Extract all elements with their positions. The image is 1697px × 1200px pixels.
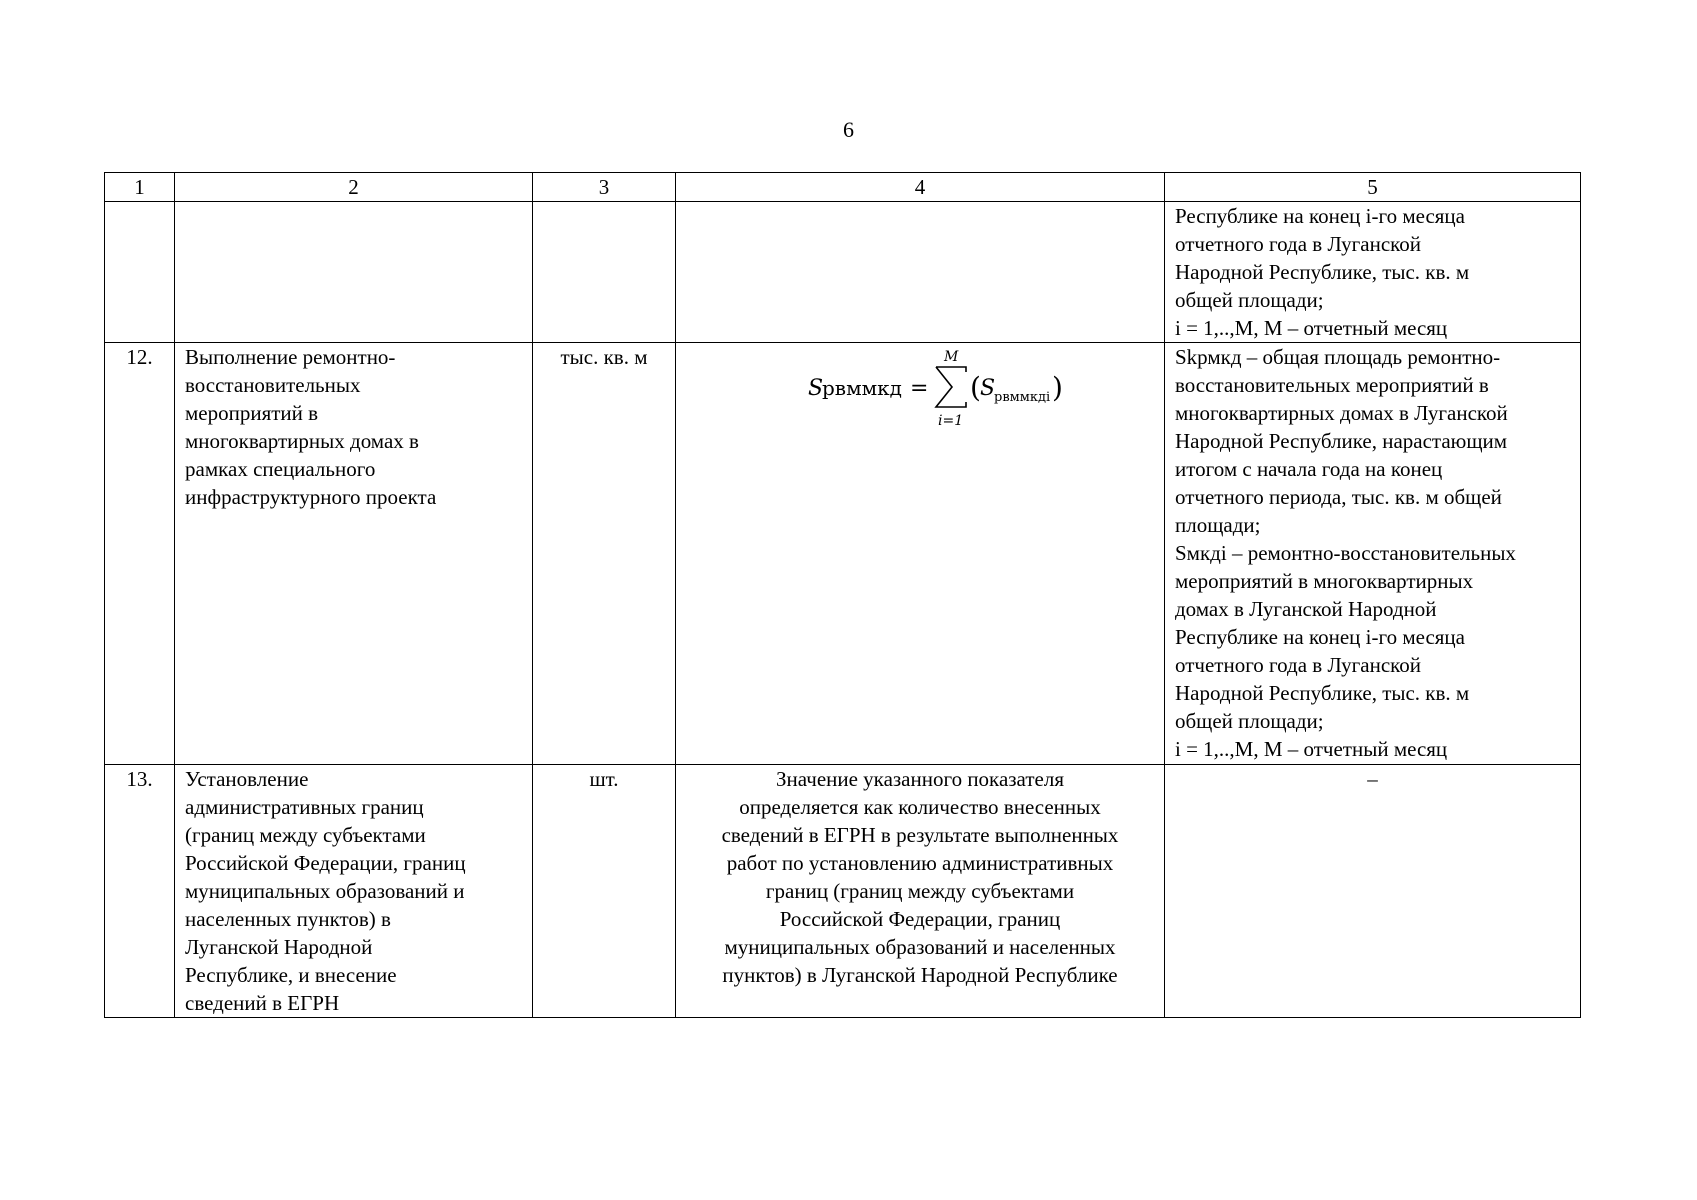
- formula-lhs-subscript: рвммкд: [822, 376, 902, 400]
- column-header-4: 4: [676, 173, 1165, 202]
- cell-empty: [105, 202, 175, 343]
- indicator-name: Установление административных границ (границ между субъектами Российской Федерации, границ муниципальных образований и населенных пунктов) в Луганской Народной Республике, и внесение сведений в ЕГРН: [175, 765, 533, 1018]
- column-header-2: 2: [175, 173, 533, 202]
- formula-close-paren: ): [1052, 371, 1063, 404]
- indicator-name: Выполнение ремонтно- восстановительных мероприятий в многоквартирных домах в рамках специального инфраструктурного проекта: [175, 343, 533, 765]
- cell-empty: [533, 202, 676, 343]
- sum-formula: [770, 349, 1070, 433]
- calculation-formula-cell: [676, 343, 1165, 765]
- cell-empty: [175, 202, 533, 343]
- formula-open-paren: (: [970, 371, 981, 404]
- calculation-method: Значение указанного показателя определяется как количество внесенных сведений в ЕГРН в результате выполненных работ по установлению административных границ (границ между субъектами Российской Федерации, границ муниципальных образований и населенных пунктов) в Луганской Народной Республике: [676, 765, 1165, 1018]
- row-number: 13.: [105, 765, 175, 1018]
- formula-lhs-symbol: S: [808, 376, 824, 401]
- table-header-row: [105, 173, 1581, 202]
- column-header-1: 1: [105, 173, 175, 202]
- table-row-continuation: [105, 202, 1581, 343]
- column-header-5: 5: [1165, 173, 1581, 202]
- formula-term-subscript: рвммкдi: [994, 390, 1051, 405]
- column-header-3: 3: [533, 173, 676, 202]
- unit-of-measure: шт.: [533, 765, 676, 1018]
- calculation-description: –: [1165, 765, 1581, 1018]
- formula-equals: =: [910, 376, 929, 401]
- formula-term-symbol: S: [980, 376, 996, 401]
- cell-continuation-description: Республике на конец i-го месяца отчетного года в Луганской Народной Республике, тыс. кв. м общей площади; i = 1,..,M, M – отчетный месяц: [1165, 202, 1581, 343]
- formula-sum-upper: M: [944, 349, 959, 365]
- table-row-12: [105, 343, 1581, 765]
- table-row-13: [105, 765, 1581, 1018]
- indicators-table: [104, 172, 1581, 1018]
- formula-sum-lower: i=1: [938, 413, 964, 429]
- row-number: 12.: [105, 343, 175, 765]
- sigma-icon: [936, 367, 966, 407]
- page-number: 6: [843, 117, 854, 142]
- calculation-description: Skрмкд – общая площадь ремонтно- восстановительных мероприятий в многоквартирных домах в Луганской Народной Республике, нарастающим итогом с начала года на конец отчетного периода, тыс. кв. м общей площади; Sмкдi – ремонтно-восстановительных мероприятий в многоквартирных домах в Луганской Народной Республике на конец i-го месяца отчетного года в Луганской Народной Республике, тыс. кв. м общей площади; i = 1,..,M, M – отчетный месяц: [1165, 343, 1581, 765]
- unit-of-measure: тыс. кв. м: [533, 343, 676, 765]
- cell-empty: [676, 202, 1165, 343]
